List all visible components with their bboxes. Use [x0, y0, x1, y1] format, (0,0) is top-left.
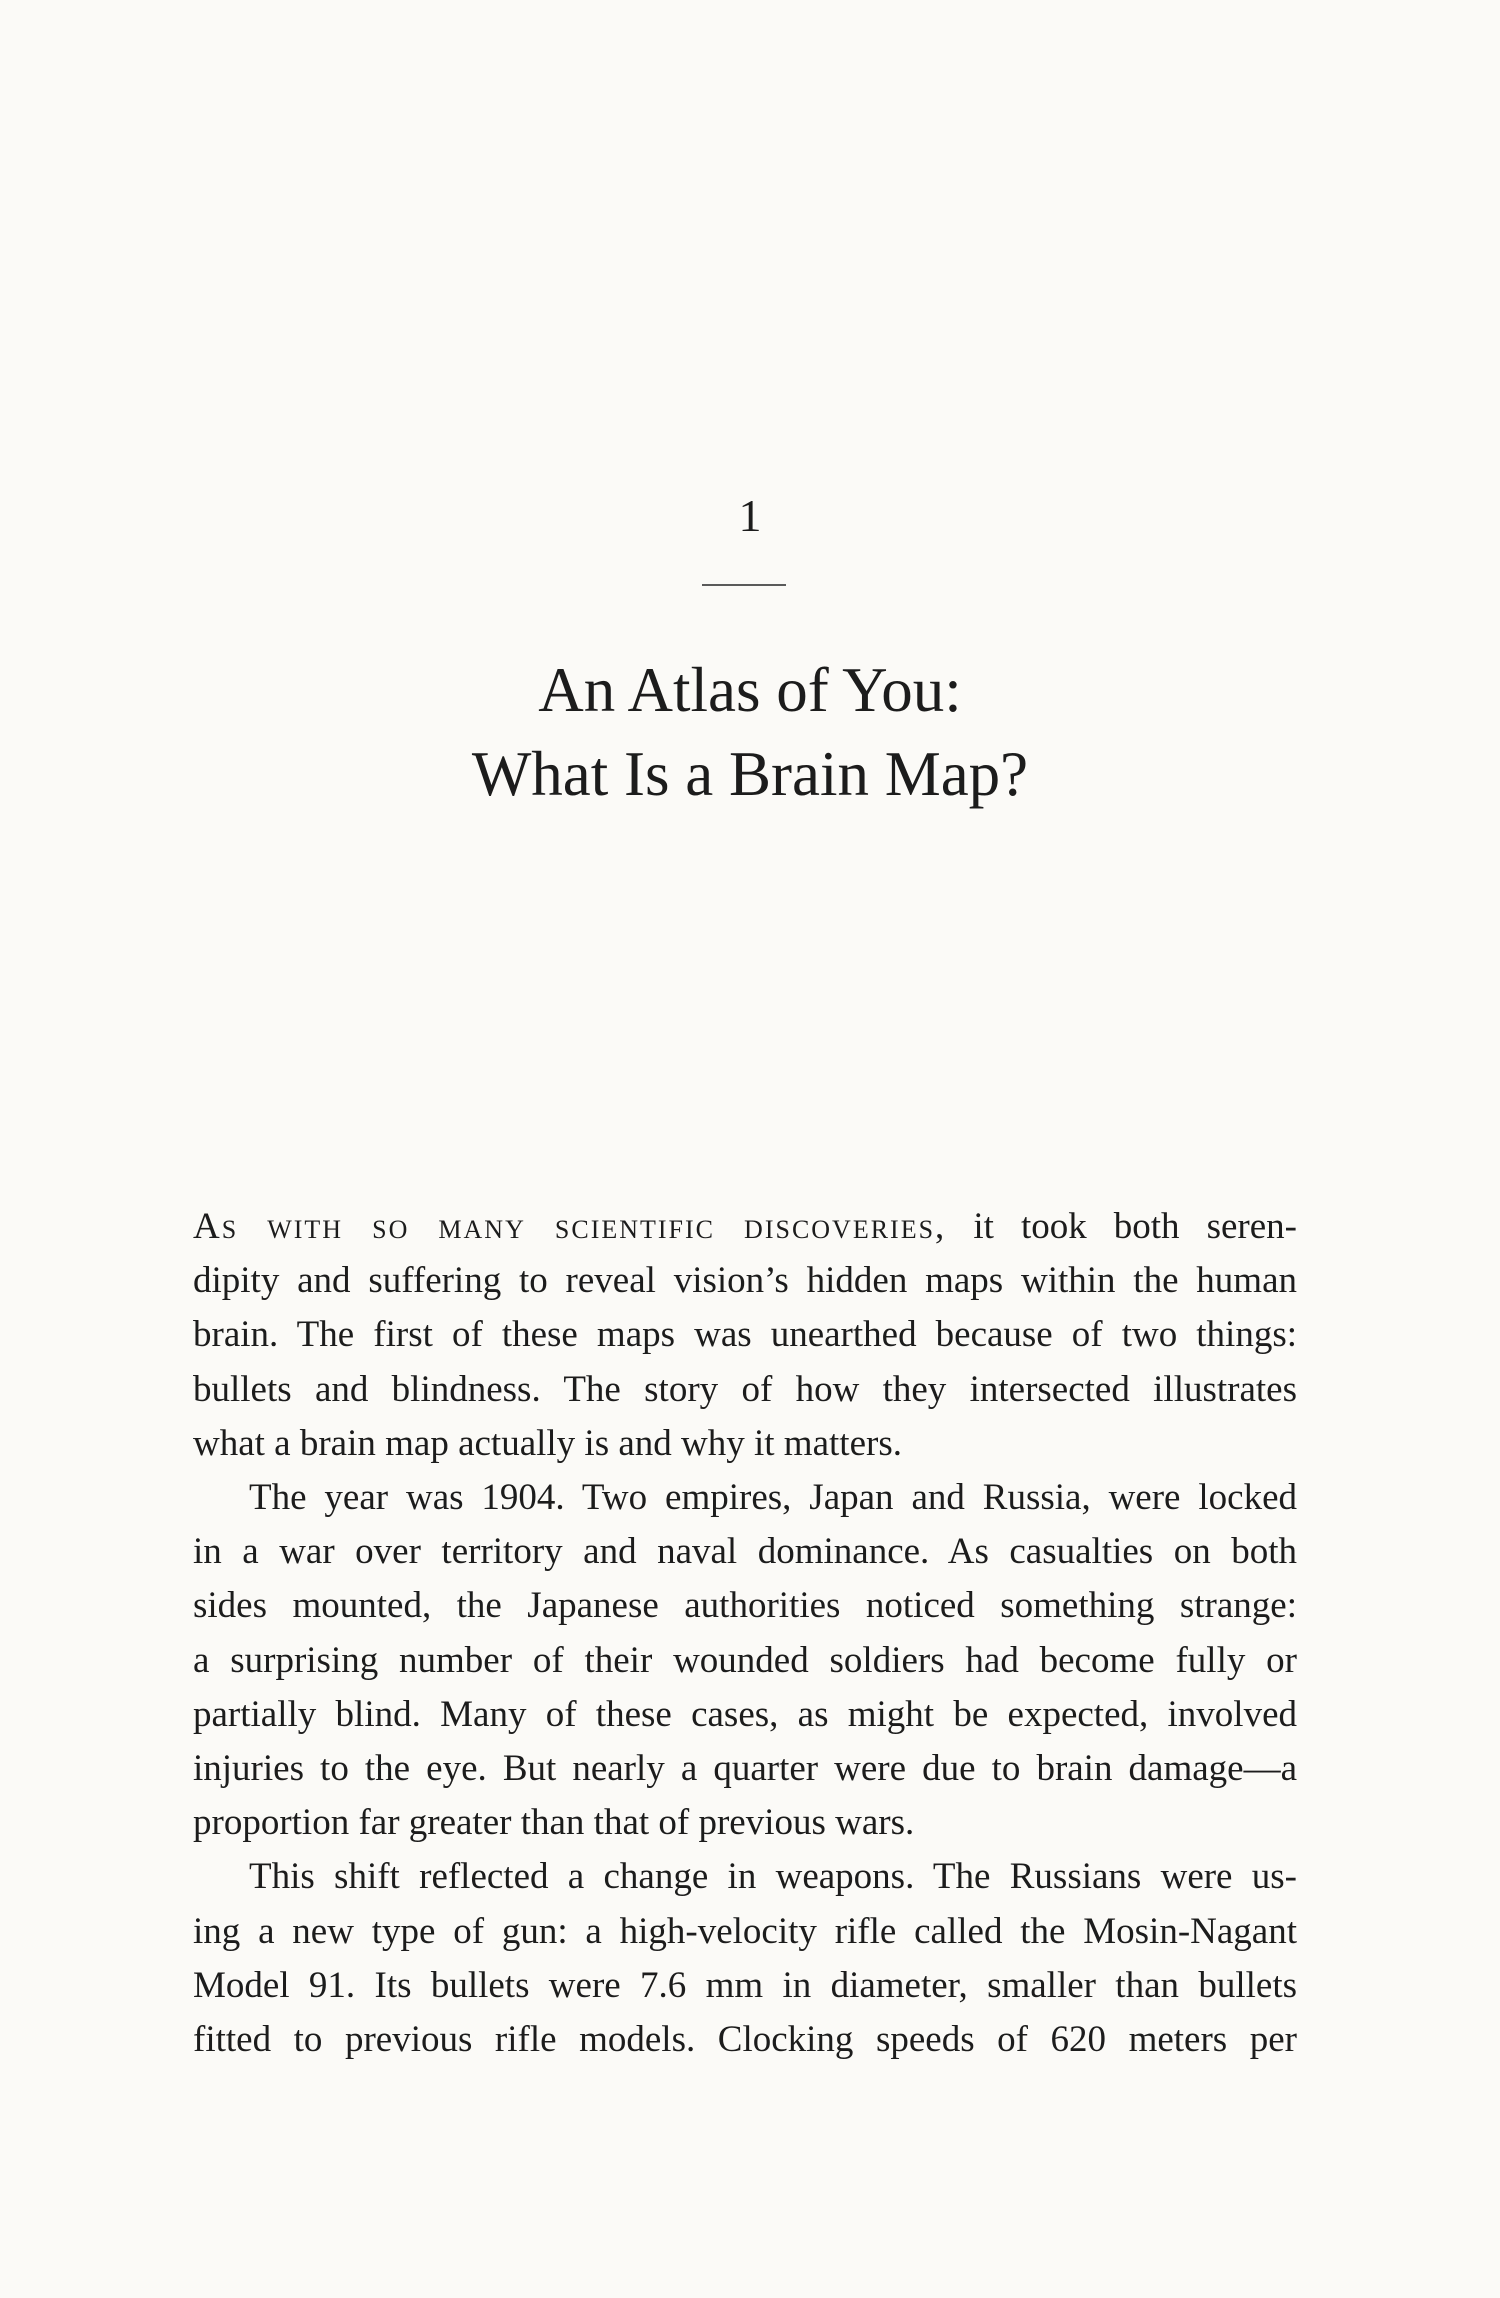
- body-line: Model 91. Its bullets were 7.6 mm in diameter, smaller than bullets: [193, 1964, 1297, 2006]
- body-line: fitted to previous rifle models. Clocking speeds of 620 meters per: [193, 2019, 1297, 2061]
- chapter-title-line-1: An Atlas of You:: [538, 655, 962, 725]
- chapter-divider-rule: [702, 584, 786, 586]
- body-line: ing a new type of gun: a high-velocity rifle called the Mosin-Nagant: [193, 1910, 1297, 1952]
- chapter-title-line-2: What Is a Brain Map?: [471, 739, 1029, 809]
- body-line: proportion far greater than that of previous wars.: [193, 1802, 915, 1844]
- body-text: [193, 1200, 1297, 2067]
- body-line: what a brain map actually is and why it matters.: [193, 1422, 902, 1464]
- body-line: [193, 1200, 1297, 1254]
- chapter-number: 1: [738, 490, 762, 541]
- body-line-text: it took both seren-: [946, 1206, 1297, 1247]
- opening-small-caps: As with so many scientific discoveries,: [193, 1206, 947, 1247]
- body-line: brain. The first of these maps was unearthed because of two things:: [193, 1314, 1297, 1356]
- body-line: This shift reflected a change in weapons. The Russians were us-: [249, 1856, 1297, 1898]
- body-line: a surprising number of their wounded soldiers had become fully or: [193, 1639, 1297, 1681]
- chapter-title: [0, 648, 1500, 816]
- body-line: bullets and blindness. The story of how they intersected illustrates: [193, 1368, 1297, 1410]
- body-line: in a war over territory and naval dominance. As casualties on both: [193, 1531, 1297, 1573]
- body-line: dipity and suffering to reveal vision’s hidden maps within the human: [193, 1260, 1297, 1302]
- body-line: sides mounted, the Japanese authorities noticed something strange:: [193, 1585, 1297, 1627]
- body-line: injuries to the eye. But nearly a quarter were due to brain damage—a: [193, 1748, 1297, 1790]
- body-line: The year was 1904. Two empires, Japan and Russia, were locked: [249, 1477, 1297, 1519]
- body-line: partially blind. Many of these cases, as might be expected, involved: [193, 1693, 1297, 1735]
